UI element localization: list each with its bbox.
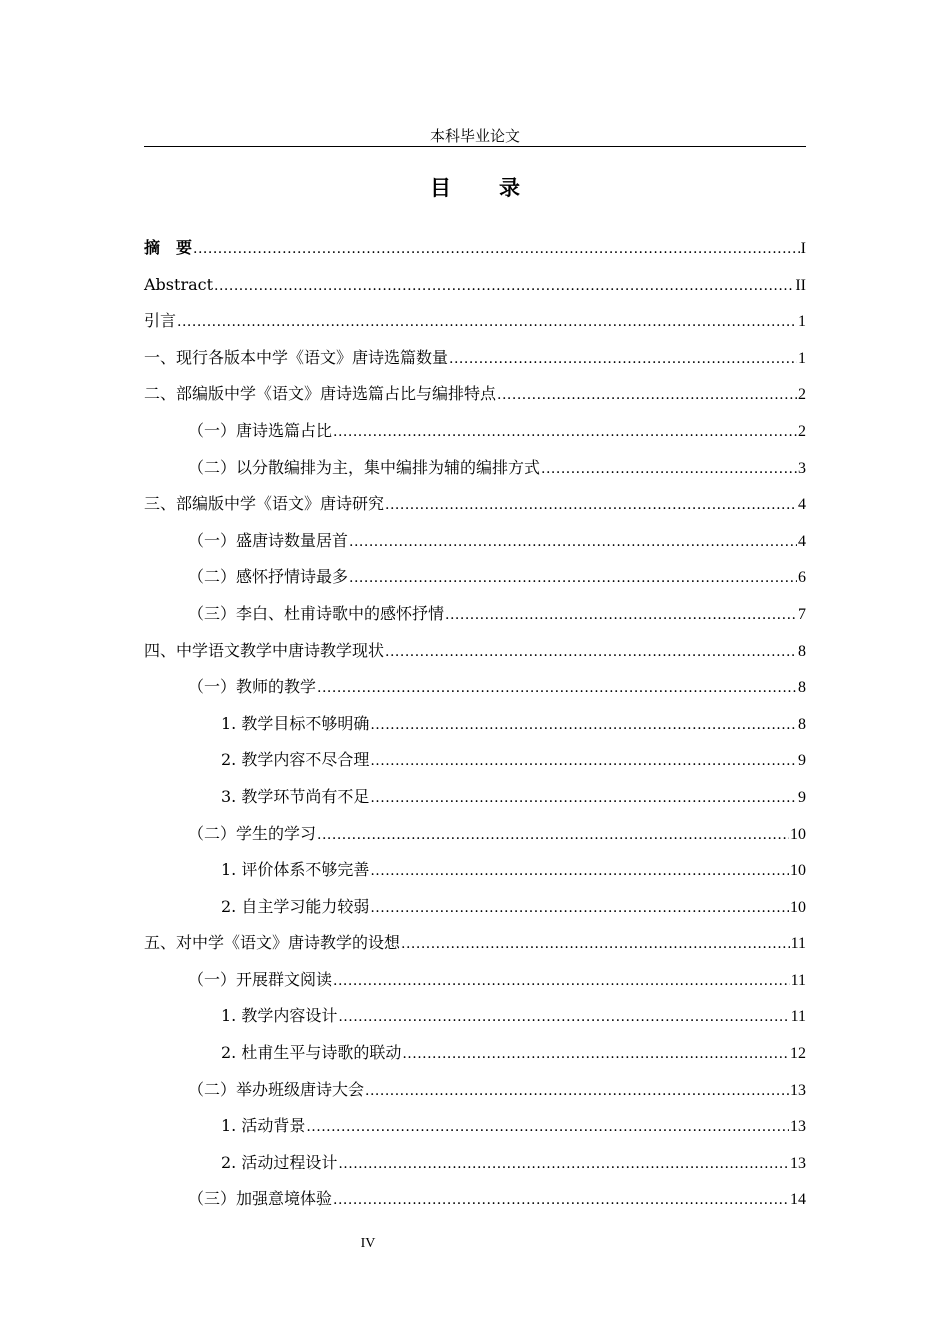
toc-entry-page: 13 (790, 1118, 806, 1136)
toc-entry-title: （一）教师的教学 (188, 677, 317, 697)
toc-entry-title: 2. 活动过程设计 (221, 1152, 338, 1172)
toc-dot-leader (385, 634, 797, 670)
toc-entry-page: 14 (790, 1191, 806, 1209)
toc-entry-page: 13 (790, 1081, 806, 1099)
toc-entry[interactable] (144, 1035, 806, 1072)
toc-entry-title: 摘 要 (144, 238, 193, 257)
toc-entry-page: 1 (798, 349, 806, 367)
toc-entry-title: 2. 自主学习能力较弱 (221, 896, 370, 916)
page-number: IV (360, 1236, 376, 1251)
page-header (144, 126, 806, 147)
toc-entry-title: Abstract (144, 274, 214, 294)
toc-entry[interactable] (144, 559, 806, 596)
toc-entry-page: 2 (798, 386, 806, 404)
toc-entry-title: 五、对中学《语文》唐诗教学的设想 (144, 933, 401, 953)
toc-entry[interactable] (144, 742, 806, 779)
toc-entry[interactable] (144, 962, 806, 999)
toc-title: 目录 (430, 175, 568, 200)
toc-entry-title: 1. 活动背景 (221, 1116, 306, 1136)
toc-dot-leader (317, 817, 789, 853)
toc-dot-leader (365, 1073, 789, 1109)
toc-dot-leader (370, 743, 797, 779)
toc-dot-leader (177, 304, 797, 340)
toc-entry[interactable] (144, 340, 806, 377)
toc-entry-title: 2. 教学内容不尽合理 (221, 750, 370, 770)
toc-entry-title: 1. 评价体系不够完善 (221, 860, 370, 880)
toc-dot-leader (333, 1182, 789, 1218)
toc-entry-page: II (795, 276, 806, 294)
toc-entry[interactable] (144, 596, 806, 633)
toc-entry-title: （一）唐诗选篇占比 (188, 420, 333, 440)
toc-dot-leader (449, 341, 797, 377)
toc-entry-title: （二）举办班级唐诗大会 (188, 1079, 365, 1099)
toc-entry[interactable] (144, 669, 806, 706)
toc-entry[interactable] (144, 706, 806, 743)
toc-dot-leader (497, 377, 797, 413)
toc-entry-page: 3 (798, 459, 806, 477)
toc-entry-page: 8 (798, 679, 806, 697)
toc-entry[interactable] (144, 1181, 806, 1218)
toc-entry-page: 13 (790, 1154, 806, 1172)
toc-dot-leader (402, 1036, 789, 1072)
toc-entry-title: 四、中学语文教学中唐诗教学现状 (144, 640, 385, 660)
toc-entry-title: 二、部编版中学《语文》唐诗选篇占比与编排特点 (144, 384, 497, 404)
toc-entry-page: 11 (790, 971, 806, 989)
toc-entry[interactable] (144, 376, 806, 413)
toc-entry[interactable] (144, 523, 806, 560)
toc-entry-title: 三、部编版中学《语文》唐诗研究 (144, 494, 385, 514)
toc-dot-leader (370, 890, 789, 926)
toc-dot-leader (333, 414, 797, 450)
toc-dot-leader (445, 597, 797, 633)
toc-dot-leader (317, 670, 797, 706)
toc-dot-leader (370, 780, 797, 816)
toc-dot-leader (370, 853, 789, 889)
toc-dot-leader (541, 451, 797, 487)
toc-entry-page: 4 (798, 532, 806, 550)
toc-entry-title: （一）开展群文阅读 (188, 969, 333, 989)
toc-entry[interactable] (144, 998, 806, 1035)
toc-entry-page: 1 (798, 313, 806, 331)
toc-dot-leader (370, 707, 797, 743)
toc-entry[interactable] (144, 450, 806, 487)
toc-entry-page: 9 (798, 752, 806, 770)
toc-dot-leader (338, 1146, 789, 1182)
toc-dot-leader (193, 231, 800, 267)
toc-entry[interactable] (144, 889, 806, 926)
toc-entry-page: 4 (798, 496, 806, 514)
toc-entry-page: 12 (790, 1045, 806, 1063)
toc-dot-leader (401, 926, 790, 962)
toc-entry-page: 6 (798, 569, 806, 587)
toc-entry-title: （二）学生的学习 (188, 823, 317, 843)
toc-entry[interactable] (144, 413, 806, 450)
toc-entry-page: 7 (798, 605, 806, 623)
toc-dot-leader (349, 524, 797, 560)
toc-entry[interactable] (144, 925, 806, 962)
toc-dot-leader (306, 1109, 789, 1145)
toc-entry[interactable] (144, 230, 806, 267)
toc-entry-page: 10 (790, 898, 806, 916)
toc-entry[interactable] (144, 267, 806, 304)
toc-entry[interactable] (144, 816, 806, 853)
toc-entry-page: 8 (798, 642, 806, 660)
toc-entry[interactable] (144, 779, 806, 816)
toc-entry[interactable] (144, 633, 806, 670)
toc-entry-title: （三）李白、杜甫诗歌中的感怀抒情 (188, 603, 445, 623)
toc-dot-leader (333, 963, 790, 999)
toc-entry-title: 1. 教学目标不够明确 (221, 713, 370, 733)
toc-entry[interactable] (144, 1108, 806, 1145)
toc-entry-page: 2 (798, 422, 806, 440)
toc-entry-page: 11 (790, 935, 806, 953)
toc-dot-leader (214, 268, 794, 304)
toc-entry-page: 8 (798, 715, 806, 733)
toc-entry[interactable] (144, 486, 806, 523)
toc-entry-title: （二）以分散编排为主，集中编排为辅的编排方式 (188, 457, 541, 477)
toc-entry[interactable] (144, 1072, 806, 1109)
toc-dot-leader (349, 560, 797, 596)
toc-entry-title: （一）盛唐诗数量居首 (188, 530, 349, 550)
toc-entry-title: 引言 (144, 311, 177, 331)
toc-entry-title: 1. 教学内容设计 (221, 1006, 338, 1026)
header-title: 本科毕业论文 (429, 127, 520, 145)
table-of-contents (144, 230, 806, 1218)
toc-entry-title: （三）加强意境体验 (188, 1189, 333, 1209)
toc-entry[interactable] (144, 303, 806, 340)
toc-dot-leader (338, 999, 789, 1035)
toc-dot-leader (385, 487, 797, 523)
toc-entry[interactable] (144, 1145, 806, 1182)
toc-entry-page: 11 (790, 1008, 806, 1026)
toc-entry-title: 一、现行各版本中学《语文》唐诗选篇数量 (144, 347, 449, 367)
toc-entry-title: 3. 教学环节尚有不足 (221, 786, 370, 806)
toc-entry-page: I (800, 240, 806, 257)
toc-entry-title: 2. 杜甫生平与诗歌的联动 (221, 1043, 402, 1063)
toc-entry[interactable] (144, 852, 806, 889)
toc-entry-title: （二）感怀抒情诗最多 (188, 567, 349, 587)
toc-entry-page: 10 (790, 825, 806, 843)
toc-entry-page: 9 (798, 788, 806, 806)
toc-entry-page: 10 (790, 862, 806, 880)
